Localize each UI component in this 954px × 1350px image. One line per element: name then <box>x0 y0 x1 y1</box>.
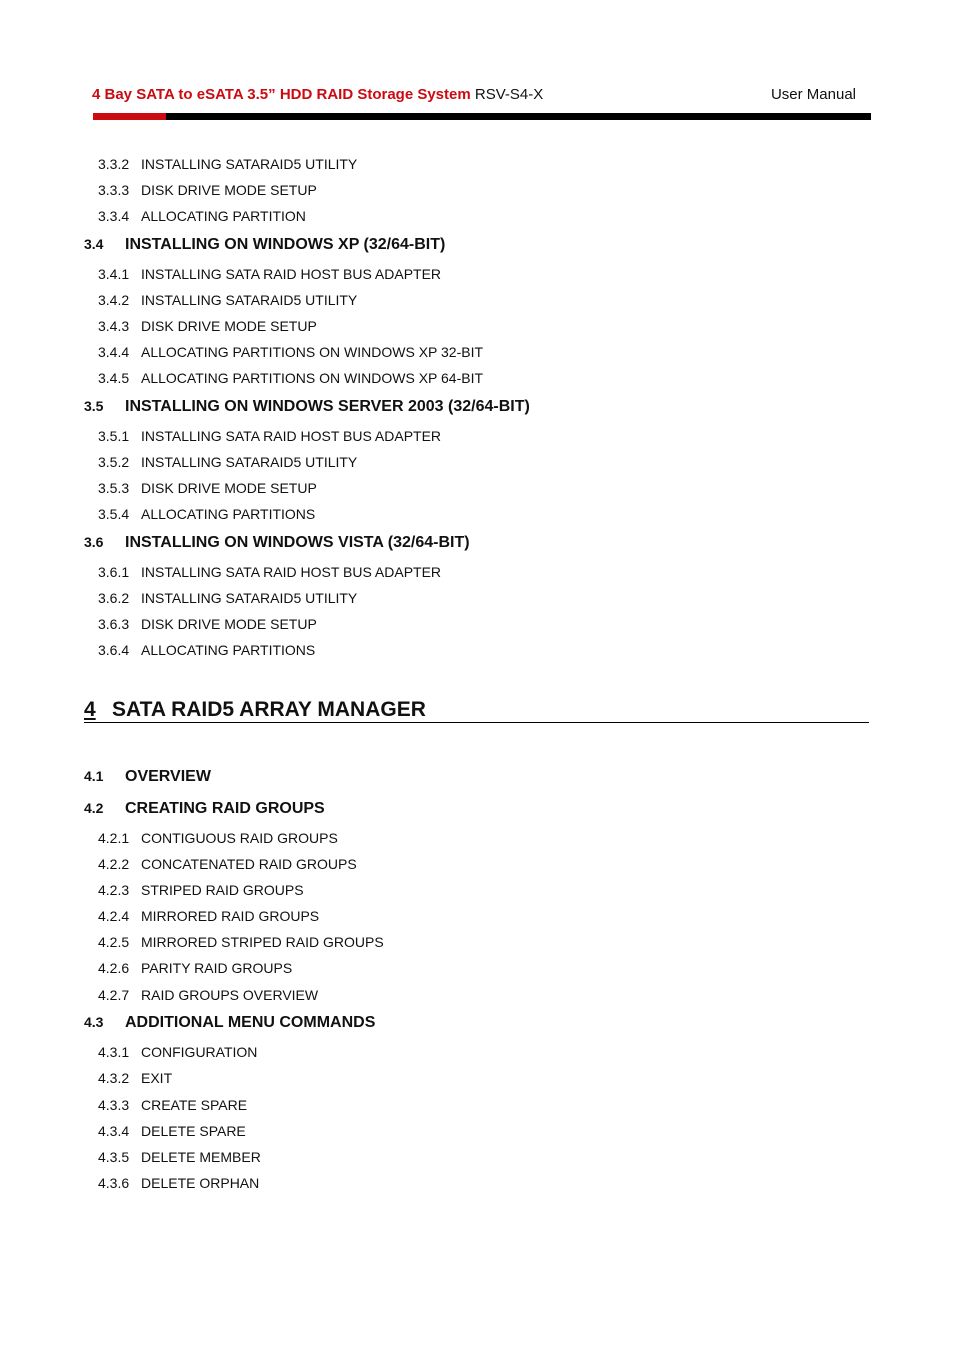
toc-subsection-3-3-4[interactable] <box>98 207 306 225</box>
toc-title: CONTIGUOUS RAID GROUPS <box>141 830 338 846</box>
toc-subsection-4-2-4[interactable] <box>98 907 319 925</box>
toc-section-4-2[interactable] <box>84 799 325 818</box>
toc-subsection-3-5-1[interactable] <box>98 427 441 445</box>
toc-number: 4.2.6 <box>98 960 130 976</box>
toc-number: 4.3.6 <box>98 1175 130 1191</box>
toc-title: RAID GROUPS OVERVIEW <box>141 987 319 1003</box>
toc-subsection-4-3-5[interactable] <box>98 1148 261 1166</box>
toc-number: 3.5.2 <box>98 454 130 470</box>
toc-number: 4.2.4 <box>98 908 130 924</box>
toc-number: 4.3.5 <box>98 1149 130 1165</box>
toc-number: 3.3.2 <box>98 156 130 172</box>
toc-number: 3.4.2 <box>98 292 130 308</box>
toc-subsection-4-2-1[interactable] <box>98 829 338 847</box>
toc-subsection-4-3-1[interactable] <box>98 1043 257 1061</box>
toc-title: CREATE SPARE <box>141 1097 248 1113</box>
toc-subsection-3-4-5[interactable] <box>98 369 483 387</box>
toc-subsection-3-6-4[interactable] <box>98 641 315 659</box>
toc-subsection-3-6-3[interactable] <box>98 615 317 633</box>
toc-number: 3.5.3 <box>98 480 130 496</box>
toc-number: 3.4.1 <box>98 266 130 282</box>
toc-number: 3.4.4 <box>98 344 130 360</box>
toc-title: INSTALLING ON WINDOWS SERVER 2003 (32/64-BIT) <box>125 398 530 415</box>
toc-number: 3.5 <box>84 398 104 414</box>
toc-title: EXIT <box>141 1070 173 1086</box>
toc-subsection-3-4-2[interactable] <box>98 291 357 309</box>
toc-number: 3.3.4 <box>98 208 130 224</box>
toc-title: OVERVIEW <box>125 768 211 785</box>
toc-subsection-3-4-4[interactable] <box>98 343 483 361</box>
toc-title: INSTALLING SATA RAID HOST BUS ADAPTER <box>141 428 442 444</box>
toc-number: 3.6.2 <box>98 590 130 606</box>
toc-title: STRIPED RAID GROUPS <box>141 882 304 898</box>
toc-subsection-3-5-3[interactable] <box>98 479 317 497</box>
toc-title: INSTALLING SATA RAID HOST BUS ADAPTER <box>141 266 442 282</box>
toc-subsection-4-2-2[interactable] <box>98 855 357 873</box>
toc-number: 3.4.5 <box>98 370 130 386</box>
toc-section-3-5[interactable] <box>84 397 530 416</box>
toc-title: ADDITIONAL MENU COMMANDS <box>125 1014 376 1031</box>
header-title: 4 Bay SATA to eSATA 3.5” HDD RAID Storage System <box>92 86 471 103</box>
toc-subsection-4-3-4[interactable] <box>98 1122 246 1140</box>
toc-subsection-3-5-4[interactable] <box>98 505 315 523</box>
toc-number: 3.6.1 <box>98 564 130 580</box>
toc-section-3-4[interactable] <box>84 235 445 254</box>
toc-subsection-3-4-1[interactable] <box>98 265 441 283</box>
toc-title: DISK DRIVE MODE SETUP <box>141 616 317 632</box>
toc-subsection-3-5-2[interactable] <box>98 453 357 471</box>
toc-number: 4.1 <box>84 768 104 784</box>
toc-number: 3.3.3 <box>98 182 130 198</box>
toc-title: INSTALLING SATARAID5 UTILITY <box>141 454 358 470</box>
toc-number: 4 <box>84 698 96 721</box>
toc-title: ALLOCATING PARTITIONS ON WINDOWS XP 64-BIT <box>141 370 484 386</box>
toc-title: SATA RAID5 ARRAY MANAGER <box>112 698 426 721</box>
toc-title: DISK DRIVE MODE SETUP <box>141 480 317 496</box>
toc-title: PARITY RAID GROUPS <box>141 960 293 976</box>
toc-title: CONFIGURATION <box>141 1044 258 1060</box>
toc-number: 3.4 <box>84 236 104 252</box>
toc-number: 4.3 <box>84 1014 104 1030</box>
toc-title: ALLOCATING PARTITIONS ON WINDOWS XP 32-BIT <box>141 344 484 360</box>
toc-title: ALLOCATING PARTITION <box>141 208 306 224</box>
header-model: RSV-S4-X <box>470 86 544 103</box>
toc-title: DELETE SPARE <box>141 1123 246 1139</box>
toc-title: INSTALLING SATARAID5 UTILITY <box>141 156 358 172</box>
toc-number: 4.3.4 <box>98 1123 130 1139</box>
toc-title: ALLOCATING PARTITIONS <box>141 642 316 658</box>
toc-subsection-4-3-2[interactable] <box>98 1069 172 1087</box>
toc-title: INSTALLING ON WINDOWS XP (32/64-BIT) <box>125 236 446 253</box>
toc-section-4-1[interactable] <box>84 767 211 786</box>
toc-number: 3.5.4 <box>98 506 130 522</box>
toc-subsection-4-2-6[interactable] <box>98 959 292 977</box>
toc-title: DISK DRIVE MODE SETUP <box>141 318 317 334</box>
toc-subsection-4-2-7[interactable] <box>98 986 318 1004</box>
toc-subsection-3-6-1[interactable] <box>98 563 441 581</box>
toc-subsection-3-3-2[interactable] <box>98 155 357 173</box>
toc-title: DISK DRIVE MODE SETUP <box>141 182 317 198</box>
toc-title: CONCATENATED RAID GROUPS <box>141 856 357 872</box>
toc-number: 3.6.4 <box>98 642 130 658</box>
toc-number: 4.3.3 <box>98 1097 130 1113</box>
toc-subsection-4-2-5[interactable] <box>98 933 384 951</box>
toc-number: 3.6.3 <box>98 616 130 632</box>
toc-title: INSTALLING SATARAID5 UTILITY <box>141 590 358 606</box>
toc-number: 4.2.5 <box>98 934 130 950</box>
toc-title: DELETE ORPHAN <box>141 1175 260 1191</box>
toc-subsection-3-4-3[interactable] <box>98 317 317 335</box>
toc-title: INSTALLING ON WINDOWS VISTA (32/64-BIT) <box>125 534 470 551</box>
toc-title: INSTALLING SATA RAID HOST BUS ADAPTER <box>141 564 442 580</box>
toc-number: 4.3.2 <box>98 1070 130 1086</box>
toc-title: INSTALLING SATARAID5 UTILITY <box>141 292 358 308</box>
toc-title: CREATING RAID GROUPS <box>125 800 325 817</box>
toc-number: 4.2 <box>84 800 104 816</box>
toc-number: 4.2.2 <box>98 856 130 872</box>
toc-section-4-3[interactable] <box>84 1013 375 1032</box>
toc-number: 4.2.3 <box>98 882 130 898</box>
toc-number: 3.4.3 <box>98 318 130 334</box>
toc-number: 4.2.7 <box>98 987 130 1003</box>
toc-subsection-4-2-3[interactable] <box>98 881 304 899</box>
toc-number: 4.3.1 <box>98 1044 130 1060</box>
toc-subsection-4-3-3[interactable] <box>98 1096 247 1114</box>
toc-chapter-4[interactable] <box>84 698 869 723</box>
toc-title: ALLOCATING PARTITIONS <box>141 506 316 522</box>
toc-title: DELETE MEMBER <box>141 1149 261 1165</box>
toc-number: 3.6 <box>84 534 104 550</box>
header-user-manual: User Manual <box>770 86 856 103</box>
toc-subsection-3-3-3[interactable] <box>98 181 317 199</box>
toc-number: 3.5.1 <box>98 428 130 444</box>
toc-title: MIRRORED RAID GROUPS <box>141 908 320 924</box>
toc-section-3-6[interactable] <box>84 533 470 552</box>
toc-title: MIRRORED STRIPED RAID GROUPS <box>141 934 384 950</box>
toc-number: 4.2.1 <box>98 830 130 846</box>
toc-subsection-3-6-2[interactable] <box>98 589 357 607</box>
toc-subsection-4-3-6[interactable] <box>98 1174 259 1192</box>
